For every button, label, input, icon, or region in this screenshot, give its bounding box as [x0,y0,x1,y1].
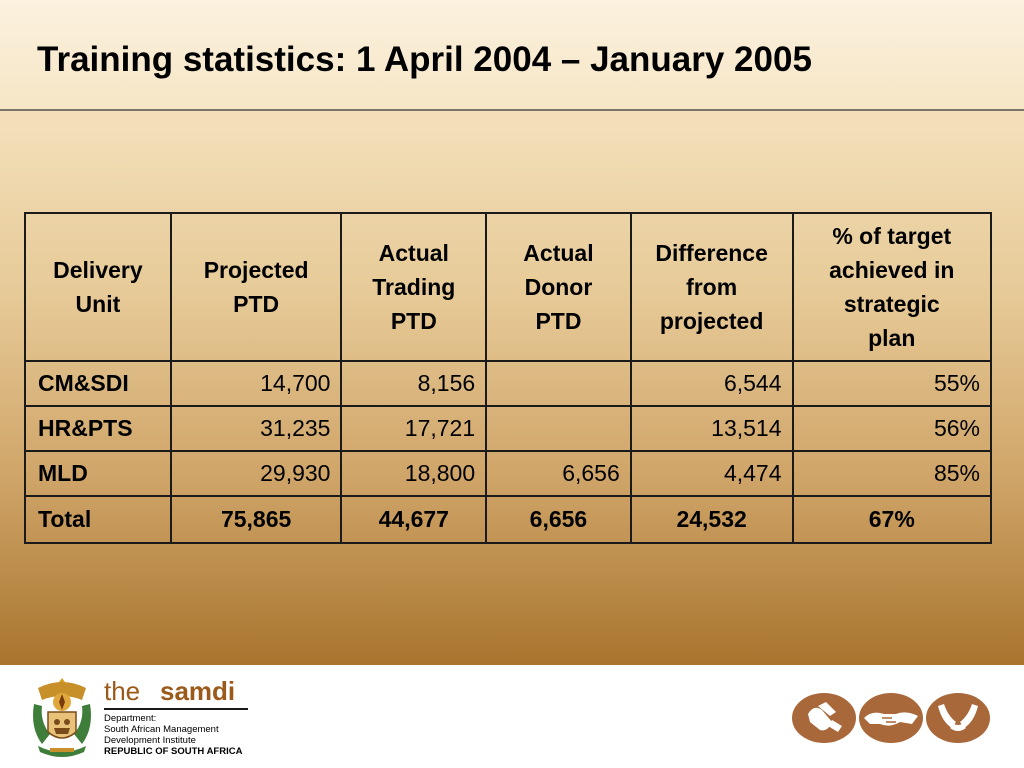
training-statistics-table [24,212,992,544]
brand-prefix: the [104,676,141,706]
cell-difference: 13,514 [631,406,793,451]
cell-difference: 24,532 [631,496,793,543]
cell-percent: 67% [793,496,991,543]
header-projected-ptd: Projected PTD [171,213,342,361]
dept-line: South African Management [104,724,219,735]
handshake-icon [859,693,923,743]
cell-unit: MLD [25,451,171,496]
cell-unit: Total [25,496,171,543]
brand-divider [104,708,248,710]
cell-projected: 31,235 [171,406,342,451]
hands-logo [792,692,990,744]
cell-trading: 8,156 [341,361,486,406]
total-row [25,496,991,543]
cell-trading: 17,721 [341,406,486,451]
cell-projected: 29,930 [171,451,342,496]
coat-of-arms-icon [28,674,96,760]
header-delivery-unit: Delivery Unit [25,213,171,361]
page-title: Training statistics: 1 April 2004 – January 2005 [37,40,812,79]
header-difference-from-projected: Difference from projected [631,213,793,361]
cell-difference: 6,544 [631,361,793,406]
cell-donor [486,361,631,406]
brand-name: samdi [160,676,236,706]
cell-trading: 18,800 [341,451,486,496]
table-row [25,361,991,406]
cell-percent: 55% [793,361,991,406]
cell-trading: 44,677 [341,496,486,543]
open-hands-icon [926,693,990,743]
title-bar [0,0,1024,111]
cell-percent: 56% [793,406,991,451]
dept-line: Development Institute [104,735,196,746]
table-row [25,451,991,496]
header-actual-donor-ptd: Actual Donor PTD [486,213,631,361]
dept-line: Department: [104,713,157,724]
cell-donor: 6,656 [486,451,631,496]
cell-percent: 85% [793,451,991,496]
helping-hands-icon [792,693,856,743]
cell-unit: HR&PTS [25,406,171,451]
cell-donor [486,406,631,451]
cell-projected: 14,700 [171,361,342,406]
header-percent-target-achieved: % of target achieved in strategic plan [793,213,991,361]
table-row [25,406,991,451]
cell-unit: CM&SDI [25,361,171,406]
cell-difference: 4,474 [631,451,793,496]
country-label: REPUBLIC OF SOUTH AFRICA [104,746,243,757]
header-actual-trading-ptd: Actual Trading PTD [341,213,486,361]
cell-donor: 6,656 [486,496,631,543]
cell-projected: 75,865 [171,496,342,543]
header-row [25,213,991,361]
